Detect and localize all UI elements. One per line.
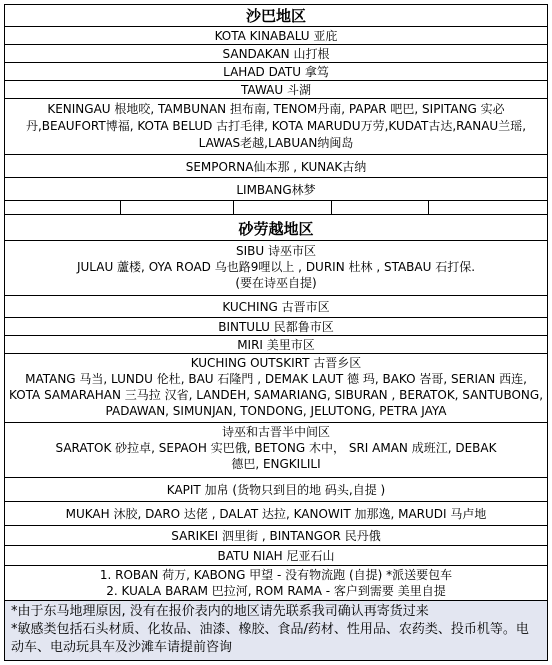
middle-towns: SARATOK 砂拉卓, SEPAOH 实巴俄, BETONG 木中， SRI AMAN 成班江, DEBAK 德巴, ENGKILILI bbox=[55, 441, 497, 471]
remark-unlisted-areas: *由于东马地理原因, 没有在报价表内的地区请先联系我司确认再寄货过来 bbox=[11, 604, 429, 619]
sibu-note: (要在诗巫自提) bbox=[235, 276, 317, 290]
area-row-miri: MIRI 美里市区 bbox=[5, 336, 547, 354]
area-row-semporna: SEMPORNA仙本那 , KUNAK古纳 bbox=[5, 155, 547, 178]
self-pickup-line-2: 2. KUALA BARAM 巴拉河, ROM RAMA - 客户到需要 美里自提 bbox=[106, 584, 446, 598]
sibu-title: SIBU 诗巫市区 bbox=[236, 244, 316, 258]
empty-grid-row bbox=[5, 201, 547, 215]
self-pickup-line-1: 1. ROBAN 荷万, KABONG 甲望 - 没有物流跑 (自提) *派送要包车 bbox=[99, 568, 453, 582]
sarawak-section-header: 砂劳越地区 bbox=[5, 215, 547, 241]
area-row-sibu-kuching-middle bbox=[5, 423, 547, 478]
sibu-towns: JULAU 蘆楼, OYA ROAD 乌也路9哩以上 , DURIN 杜林 , STABAU 石打保. bbox=[76, 260, 476, 274]
area-row-kota-kinabalu: KOTA KINABALU 亚庇 bbox=[5, 27, 547, 45]
area-row-kuching: KUCHING 古晋市区 bbox=[5, 296, 547, 318]
area-row-kapit: KAPIT 加帛 (货物只到目的地 码头,自提 ) bbox=[5, 478, 547, 502]
area-row-sabah-outstation: KENINGAU 根地咬, TAMBUNAN 担布南, TENOM丹南, PAPAR 吧巴, SIPITANG 实必丹,BEAUFORT博福, KOTA BELUD 古打毛律, KOTA MARUDU万劳,KUDAT古达,RANAU兰瑶, LAWAS老越,LABUAN纳闽岛 bbox=[5, 99, 547, 155]
outskirt-towns: MATANG 马当, LUNDU 伦杜, BAU 石隆門 , DEMAK LAUT 德 玛, BAKO 峇哥, SERIAN 西连, KOTA SAMARAHAN 三马拉 汉省, LANDEH, SAMARIANG, SIBURAN , BERATOK, SANTUBONG, PADAWAN, SIMUNJAN, TONDONG, JELUTONG, PETRA JAYA bbox=[9, 372, 544, 418]
area-row-batu-niah: BATU NIAH 尼亚石山 bbox=[5, 546, 547, 566]
area-row-bintulu: BINTULU 民都鲁市区 bbox=[5, 318, 547, 336]
area-row-self-pickup bbox=[5, 566, 547, 601]
area-row-limbang: LIMBANG林梦 bbox=[5, 178, 547, 201]
area-row-kuching-outskirt bbox=[5, 354, 547, 423]
area-row-lahad-datu: LAHAD DATU 拿笃 bbox=[5, 63, 547, 81]
area-row-tawau: TAWAU 斗湖 bbox=[5, 81, 547, 99]
remarks-box bbox=[5, 601, 547, 660]
shipping-area-table bbox=[4, 4, 548, 661]
outskirt-title: KUCHING OUTSKIRT 古晋乡区 bbox=[190, 356, 362, 370]
area-row-sarikei: SARIKEI 泗里街 , BINTANGOR 民丹俄 bbox=[5, 526, 547, 546]
middle-title: 诗巫和古晋半中间区 bbox=[221, 425, 330, 439]
sabah-section-header: 沙巴地区 bbox=[5, 5, 547, 27]
area-row-mukah: MUKAH 沐胶, DARO 达佬 , DALAT 达拉, KANOWIT 加那逸, MARUDI 马卢地 bbox=[5, 502, 547, 526]
area-row-sibu bbox=[5, 241, 547, 296]
area-row-sandakan: SANDAKAN 山打根 bbox=[5, 45, 547, 63]
remark-sensitive-goods: *敏感类包括石头材质、化妆品、油漆、橡胶、食品/药材、性用品、农药类、投币机等。电动车、电动玩具车及沙滩车请提前咨询 bbox=[11, 622, 529, 655]
